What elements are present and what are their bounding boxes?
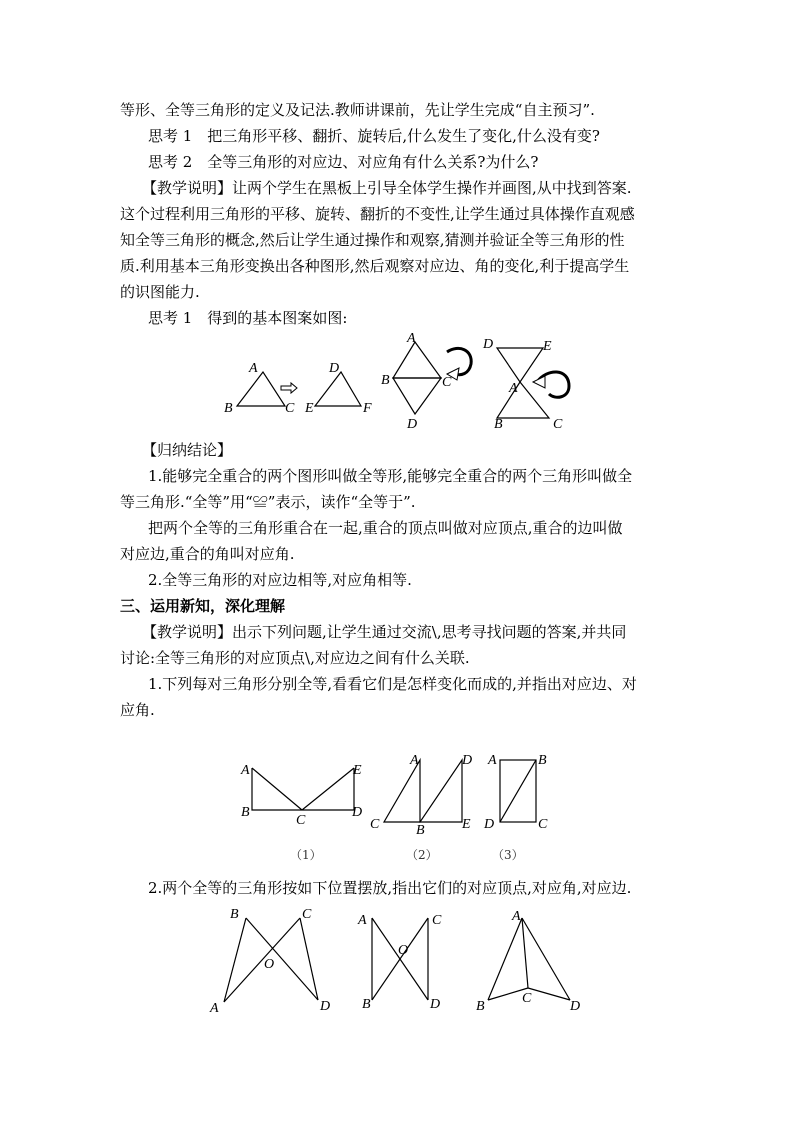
label-e: E <box>353 763 362 778</box>
teaching-note-line-4: 质.利用基本三角形变换出各种图形,然后观察对应边、角的变化,利于提高学生 <box>120 257 630 275</box>
label-d: D <box>462 753 473 768</box>
caption-1: （1） <box>290 848 322 862</box>
section-3-note-line-1: 【教学说明】出示下列问题,让学生通过交流\,思考寻找问题的答案,并共同 <box>142 623 627 641</box>
conclusion-p3: 2.全等三角形的对应边相等,对应角相等. <box>148 571 412 589</box>
teaching-note-line-1: 【教学说明】让两个学生在黑板上引导全体学生操作并画图,从中找到答案. <box>142 179 632 197</box>
conclusion-p2-line-1: 把两个全等的三角形重合在一起,重合的顶点叫做对应顶点,重合的边叫做 <box>148 519 623 537</box>
conclusion-p2-line-2: 对应边,重合的角叫对应角. <box>120 545 295 563</box>
triangle-def <box>315 372 361 406</box>
question-1-line-2: 应角. <box>120 701 155 719</box>
question-2: 2.两个全等的三角形按如下位置摆放,指出它们的对应顶点,对应角,对应边. <box>148 879 632 897</box>
label-o: O <box>398 943 409 958</box>
label-e: E <box>462 817 471 832</box>
label-c: C <box>553 417 563 432</box>
label-c: C <box>296 813 306 828</box>
label-c: C <box>302 907 312 922</box>
label-b: B <box>241 805 250 820</box>
label-c: C <box>285 401 295 416</box>
teaching-note-line-3: 知全等三角形的概念,然后让学生通过操作和观察,猜测并验证全等三角形的性 <box>120 231 625 249</box>
label-a: A <box>512 909 521 924</box>
caption-2: （2） <box>406 848 438 862</box>
label-d: D <box>570 999 581 1014</box>
think-1-question: 思考 1 把三角形平移、翻折、旋转后,什么发生了变化,什么没有变? <box>148 127 600 145</box>
figure-triangle-pairs <box>236 748 566 838</box>
label-e: E <box>543 339 552 354</box>
label-d: D <box>407 417 418 432</box>
question-1-line-1: 1.下列每对三角形分别全等,看看它们是怎样变化而成的,并指出对应边、对 <box>148 675 637 693</box>
label-b: B <box>224 401 233 416</box>
conclusion-p1-line-2: 等三角形.“全等”用“≌”表示，读作“全等于”. <box>120 493 416 511</box>
figure-overlapping-triangles <box>200 900 600 1020</box>
section-3-note-line-2: 讨论:全等三角形的对应顶点\,对应边之间有什么关联. <box>120 649 470 667</box>
label-b: B <box>416 823 425 838</box>
label-f: F <box>363 401 372 416</box>
label-c: C <box>522 991 532 1006</box>
think-2-question: 思考 2 全等三角形的对应边、对应角有什么关系?为什么? <box>148 153 539 171</box>
label-c: C <box>432 913 442 928</box>
label-a: A <box>509 381 518 396</box>
label-a: A <box>241 763 250 778</box>
conclusion-title: 【归纳结论】 <box>142 441 233 459</box>
label-a: A <box>410 753 419 768</box>
conclusion-p1-line-1: 1.能够完全重合的两个图形叫做全等形,能够完全重合的两个三角形叫做全 <box>148 467 633 485</box>
hourglass-top-triangle <box>497 348 543 382</box>
label-d: D <box>320 999 331 1014</box>
rhombus-top-triangle <box>393 342 441 378</box>
rhombus-bottom-triangle <box>393 378 441 414</box>
label-a: A <box>249 361 258 376</box>
label-d: D <box>484 817 495 832</box>
label-c: C <box>442 375 452 390</box>
label-d: D <box>430 997 441 1012</box>
label-c: C <box>370 817 380 832</box>
label-e: E <box>305 401 314 416</box>
label-b: B <box>476 999 485 1014</box>
triangle-abc <box>237 372 285 406</box>
figure-basic-patterns <box>215 330 595 435</box>
label-a: A <box>488 753 497 768</box>
label-b: B <box>362 997 371 1012</box>
label-a: A <box>358 913 367 928</box>
label-b: B <box>538 753 547 768</box>
label-b: B <box>381 373 390 388</box>
label-b: B <box>494 417 503 432</box>
label-d: D <box>352 805 363 820</box>
label-d: D <box>483 337 494 352</box>
label-b: B <box>230 907 239 922</box>
caption-3: （3） <box>492 848 524 862</box>
flip-arrow-icon <box>447 348 471 374</box>
translate-arrow-icon <box>281 383 297 393</box>
label-a: A <box>407 331 416 346</box>
teaching-note-line-2: 这个过程利用三角形的平移、旋转、翻折的不变性,让学生通过具体操作直观感 <box>120 205 635 223</box>
section-3-heading: 三、运用新知，深化理解 <box>120 597 286 615</box>
intro-line: 等形、全等三角形的定义及记法.教师讲课前，先让学生完成“自主预习”. <box>120 101 595 119</box>
label-o: O <box>264 957 275 972</box>
label-d: D <box>329 361 340 376</box>
think-1-answer: 思考 1 得到的基本图案如图: <box>148 309 348 327</box>
hourglass-bottom-triangle <box>497 382 549 418</box>
teaching-note-line-5: 的识图能力. <box>120 283 200 301</box>
label-a: A <box>210 1001 219 1016</box>
label-c: C <box>538 817 548 832</box>
